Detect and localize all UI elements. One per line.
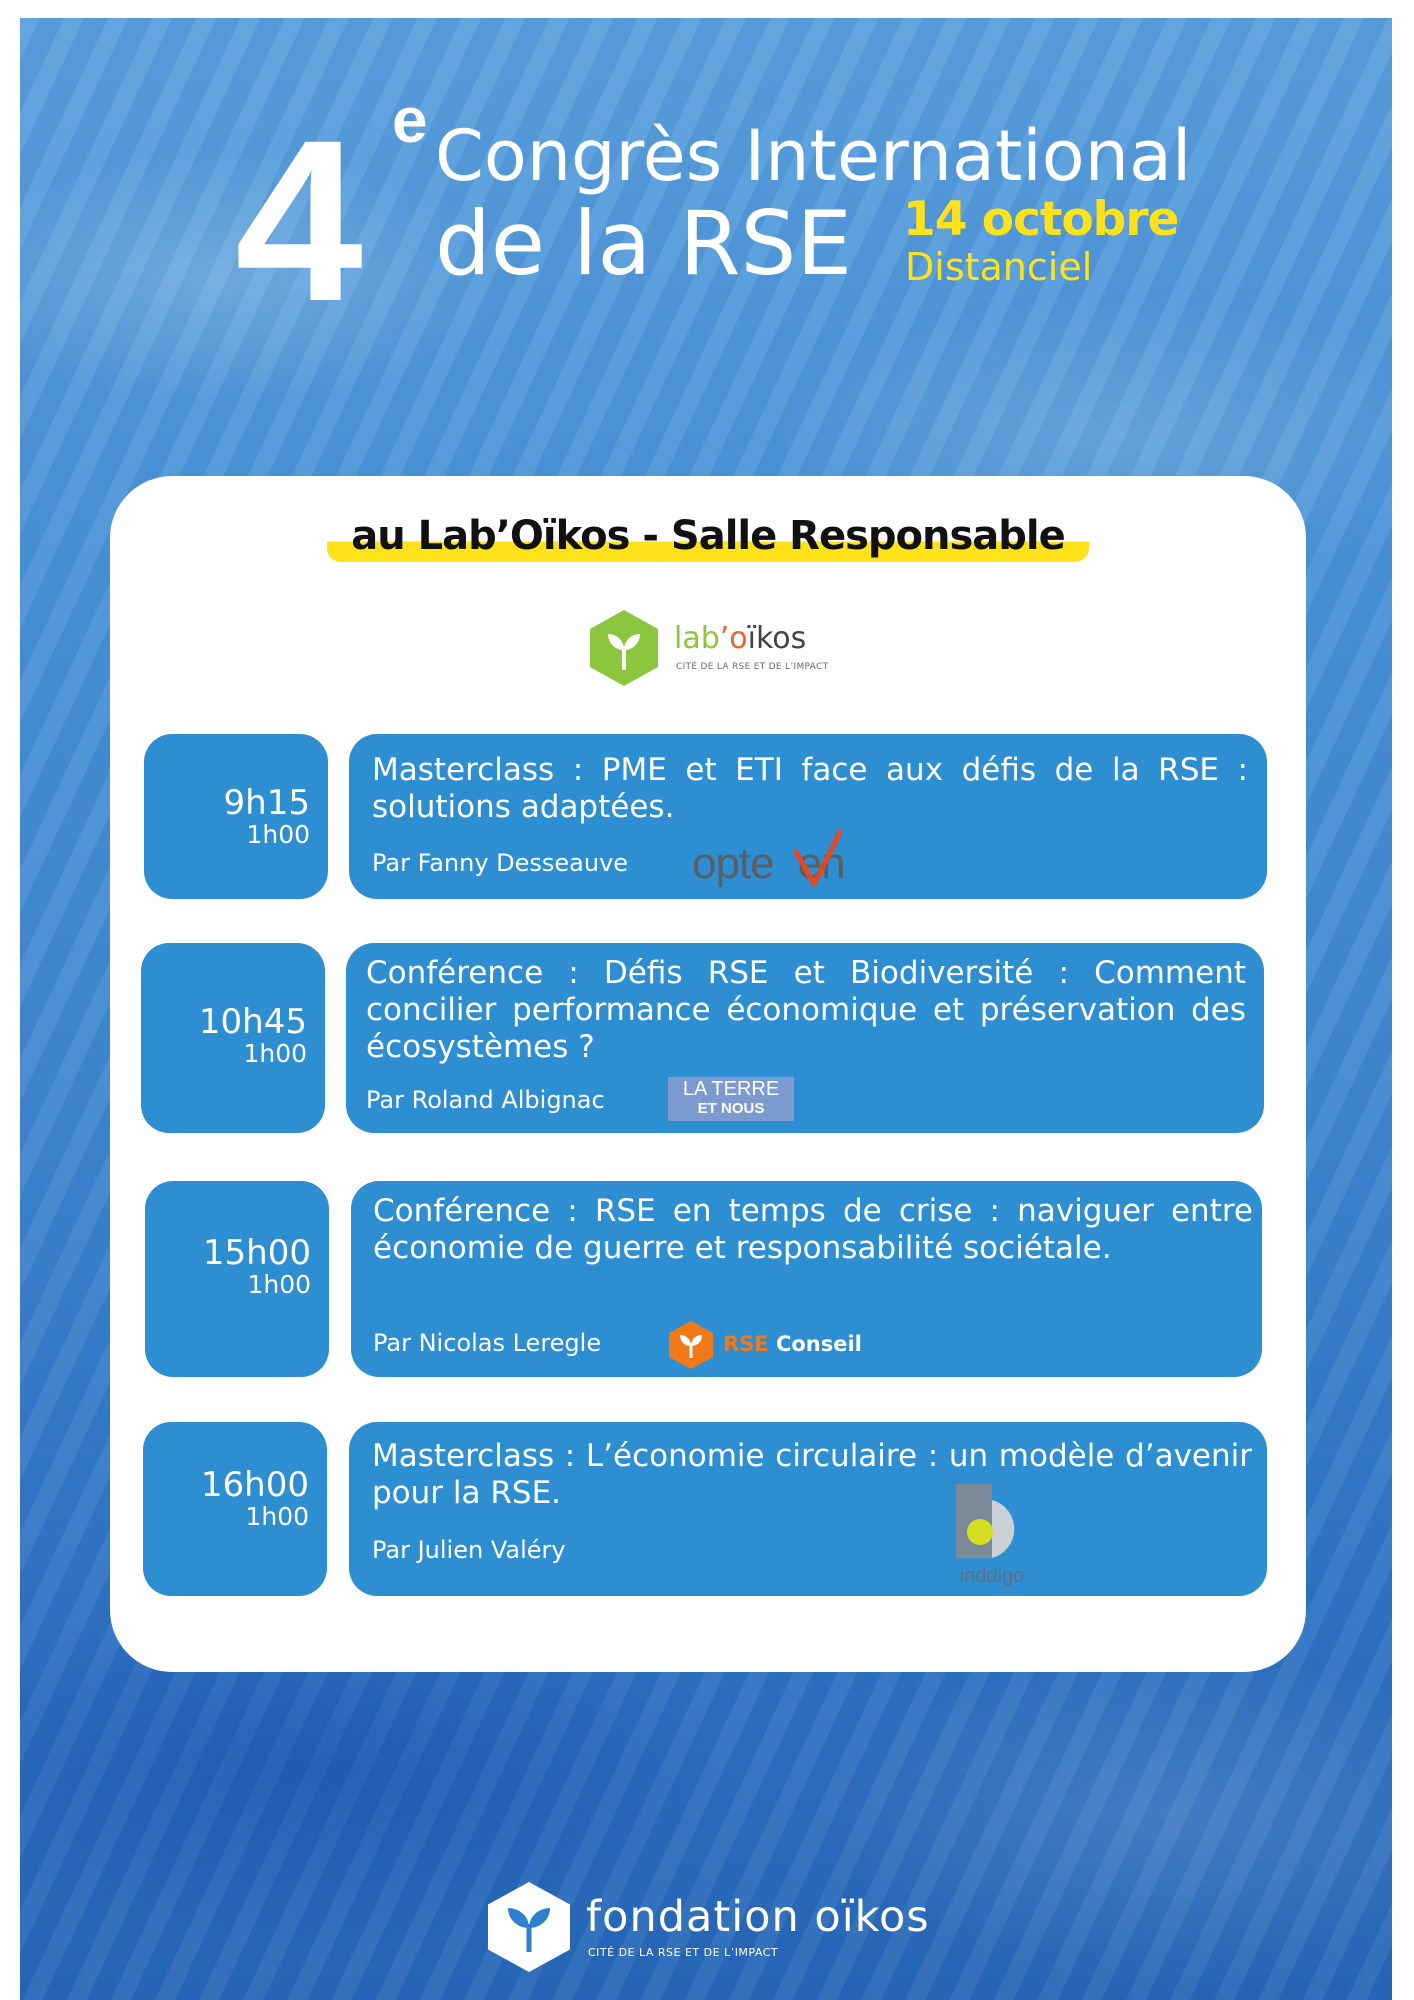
edition-suffix: e bbox=[392, 84, 428, 156]
event-date: 14 octobre bbox=[903, 192, 1179, 247]
session-duration: 1h00 bbox=[247, 1270, 311, 1299]
session-title: Masterclass : PME et ETI face aux défis de la RSE : solutions adaptées. bbox=[372, 752, 1248, 825]
edition-number: 4 bbox=[235, 92, 357, 349]
event-format: Distanciel bbox=[905, 245, 1093, 289]
opteven-logo: opte en bbox=[692, 839, 845, 888]
session-title: Conférence : Défis RSE et Biodiversité : Comment concilier performance économique et préservation des écosystèmes ? bbox=[366, 955, 1246, 1065]
rse-conseil-logo: RSE Conseil bbox=[669, 1321, 869, 1369]
session-box bbox=[346, 943, 1264, 1133]
session-time: 9h15 bbox=[223, 783, 310, 823]
la-terre-et-nous-logo: LA TERRE ET NOUS bbox=[668, 1077, 794, 1121]
session-time-box bbox=[145, 1181, 329, 1377]
session-time-box bbox=[143, 1422, 327, 1596]
inddigo-mark-icon bbox=[950, 1482, 1034, 1566]
session-time: 16h00 bbox=[200, 1465, 309, 1505]
inddigo-logo: inddigo bbox=[950, 1482, 1034, 1586]
laboikos-tagline: CITÉ DE LA RSE ET DE L’IMPACT bbox=[676, 662, 829, 672]
session-title: Conférence : RSE en temps de crise : naviguer entre économie de guerre et responsabilité sociétale. bbox=[373, 1193, 1253, 1266]
session-duration: 1h00 bbox=[246, 820, 310, 849]
fondation-oikos-hex-icon bbox=[488, 1882, 570, 1972]
session-title: Masterclass : L’économie circulaire : un modèle d’avenir pour la RSE. bbox=[372, 1438, 1252, 1511]
session-duration: 1h00 bbox=[245, 1502, 309, 1531]
rse-conseil-hex-icon bbox=[669, 1321, 713, 1369]
opteven-v-icon bbox=[794, 830, 842, 888]
fondation-oikos-tagline: CITÉ DE LA RSE ET DE L’IMPACT bbox=[588, 1946, 779, 1959]
session-duration: 1h00 bbox=[243, 1039, 307, 1068]
fondation-oikos-name: fondation oïkos bbox=[586, 1892, 930, 1942]
laboikos-name: lab’oïkos bbox=[674, 621, 807, 656]
session-speaker: Par Roland Albignac bbox=[366, 1086, 605, 1114]
event-title-line2: de la RSE bbox=[435, 192, 852, 295]
venue-label: au Lab’Oïkos - Salle Responsable bbox=[327, 516, 1089, 562]
fondation-oikos-logo bbox=[488, 1882, 958, 1972]
laboikos-logo bbox=[590, 610, 850, 690]
poster-background bbox=[20, 18, 1392, 2000]
session-time: 10h45 bbox=[198, 1002, 307, 1042]
session-box bbox=[349, 734, 1267, 899]
session-time: 15h00 bbox=[202, 1233, 311, 1273]
session-time-box bbox=[144, 734, 328, 899]
session-time-box bbox=[141, 943, 325, 1133]
session-box bbox=[351, 1181, 1262, 1377]
session-speaker: Par Julien Valéry bbox=[372, 1536, 566, 1564]
event-title-line1: Congrès International bbox=[435, 115, 1192, 197]
session-speaker: Par Nicolas Leregle bbox=[373, 1329, 602, 1357]
session-box bbox=[349, 1422, 1267, 1596]
laboikos-hex-icon bbox=[590, 610, 658, 686]
session-speaker: Par Fanny Desseauve bbox=[372, 849, 629, 877]
